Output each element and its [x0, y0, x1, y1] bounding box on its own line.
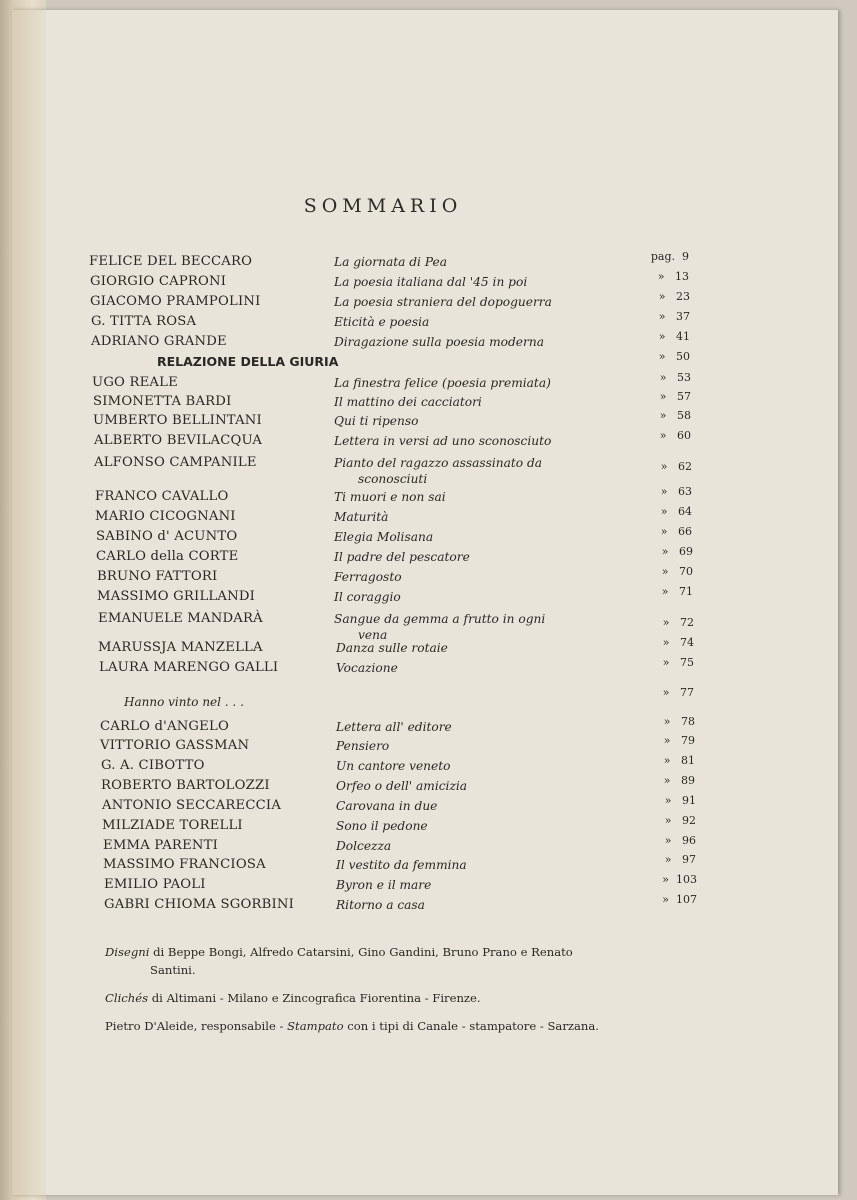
toc-page-number: » 96: [664, 834, 696, 847]
toc-work-title: Carovana in due: [336, 799, 438, 813]
toc-work-title: Pensiero: [336, 739, 390, 753]
toc-author: UGO REALE: [92, 375, 178, 390]
toc-work-title: Sangue da gemma a frutto in ogni: [334, 612, 546, 626]
toc-work-title: Il coraggio: [334, 590, 401, 604]
page-title: SOMMARIO: [303, 195, 463, 217]
credit-printer-label: Stampato: [287, 1019, 344, 1033]
toc-work-title: Qui ti ripenso: [334, 414, 419, 428]
credit-cliches-label: Clichés: [105, 991, 149, 1005]
toc-page-number: » 75: [662, 656, 694, 669]
toc-author: G. A. CIBOTTO: [101, 758, 205, 773]
toc-page-number: » 78: [663, 715, 695, 728]
toc-page-number: » 107: [662, 893, 697, 906]
toc-work-title: Il padre del pescatore: [334, 550, 470, 564]
toc-section-heading: RELAZIONE DELLA GIURIA: [157, 354, 339, 369]
toc-page-number: » 23: [658, 290, 690, 303]
toc-page-number: » 92: [664, 814, 696, 827]
toc-work-title: La poesia straniera del dopoguerra: [334, 295, 552, 309]
toc-author: CARLO d'ANGELO: [100, 719, 229, 734]
toc-work-title: Ti muori e non sai: [334, 490, 446, 504]
toc-page-number: » 79: [663, 734, 695, 747]
toc-page-number: » 71: [661, 585, 693, 598]
toc-page-number: » 89: [663, 774, 695, 787]
toc-author: MASSIMO FRANCIOSA: [103, 857, 266, 872]
toc-author: CARLO della CORTE: [96, 549, 239, 564]
toc-work-title: Vocazione: [336, 661, 398, 675]
toc-author: GIORGIO CAPRONI: [90, 274, 227, 289]
toc-author: MASSIMO GRILLANDI: [97, 589, 256, 604]
toc-page-number: » 103: [662, 873, 697, 886]
credit-drawings-continued: Santini.: [150, 963, 196, 977]
credit-drawings: [105, 945, 573, 959]
toc-page-number: » 72: [662, 616, 694, 629]
toc-page-number: » 50: [658, 350, 690, 363]
toc-author: UMBERTO BELLINTANI: [93, 413, 262, 428]
toc-author: EMILIO PAOLI: [104, 877, 206, 892]
toc-work-title: Sono il pedone: [336, 819, 428, 833]
toc-page-number: pag. 9: [650, 250, 689, 263]
toc-author: BRUNO FATTORI: [97, 569, 218, 584]
toc-author: ANTONIO SECCARECCIA: [102, 798, 282, 813]
toc-author: VITTORIO GASSMAN: [100, 738, 250, 753]
toc-page-number: » 91: [664, 794, 696, 807]
toc-author: FRANCO CAVALLO: [95, 489, 229, 504]
credit-cliches: [105, 991, 481, 1005]
toc-work-title: Lettera in versi ad uno sconosciuto: [334, 434, 552, 448]
toc-page-number: » 81: [663, 754, 695, 767]
credit-drawings-label: Disegni: [105, 945, 150, 959]
toc-page-number: » 13: [657, 270, 689, 283]
toc-page-number: » 53: [659, 371, 691, 384]
toc-page-number: » 37: [658, 310, 690, 323]
toc-page-number: » 74: [662, 636, 694, 649]
toc-work-title: La giornata di Pea: [334, 255, 447, 269]
toc-work-title: La finestra felice (poesia premiata): [334, 376, 551, 390]
toc-author: ALBERTO BEVILACQUA: [94, 433, 263, 448]
toc-page-number: » 77: [662, 686, 694, 699]
toc-work-title: Byron e il mare: [336, 878, 432, 892]
toc-page-number: » 41: [658, 330, 690, 343]
toc-author: SABINO d' ACUNTO: [96, 529, 238, 544]
toc-work-title: Danza sulle rotaie: [336, 641, 448, 655]
toc-work-title: Dolcezza: [336, 839, 392, 853]
toc-page-number: » 97: [664, 853, 696, 866]
toc-author: MILZIADE TORELLI: [102, 818, 243, 833]
toc-author: SIMONETTA BARDI: [93, 394, 232, 409]
toc-work-title: Orfeo o dell' amicizia: [336, 779, 468, 793]
toc-work-title: Ritorno a casa: [336, 898, 425, 912]
toc-author: EMANUELE MANDARÀ: [98, 611, 263, 626]
toc-author: ALFONSO CAMPANILE: [94, 455, 257, 470]
toc-work-title: Il vestito da femmina: [336, 858, 467, 872]
toc-author: MARUSSJA MANZELLA: [98, 640, 263, 655]
toc-work-title: Il mattino dei cacciatori: [334, 395, 482, 409]
toc-author: GIACOMO PRAMPOLINI: [90, 294, 261, 309]
toc-page-number: » 66: [660, 525, 692, 538]
toc-work-title: Diragazione sulla poesia moderna: [334, 335, 544, 349]
toc-work-title: Ferragosto: [334, 570, 402, 584]
toc-work-title: Pianto del ragazzo assassinato da: [334, 456, 543, 470]
toc-page-number: » 64: [660, 505, 692, 518]
toc-page-number: » 70: [661, 565, 693, 578]
toc-page-number: » 63: [660, 485, 692, 498]
toc-section-heading: Hanno vinto nel . . .: [124, 695, 244, 709]
toc-work-title: Maturità: [334, 510, 389, 524]
toc-page-number: » 69: [661, 545, 693, 558]
toc-page-number: » 58: [659, 409, 691, 422]
toc-author: ROBERTO BARTOLOZZI: [101, 778, 270, 793]
toc-page-number: » 62: [660, 460, 692, 473]
toc-page-number: » 57: [659, 390, 691, 403]
toc-author: G. TITTA ROSA: [91, 314, 197, 329]
toc-author: FELICE DEL BECCARO: [89, 254, 253, 269]
toc-work-title: La poesia italiana dal '45 in poi: [334, 275, 528, 289]
credit-cliches-text: di Altimani - Milano e Zincografica Fiorentina - Firenze.: [148, 991, 481, 1005]
credit-printer: [105, 1019, 599, 1033]
toc-author: MARIO CICOGNANI: [95, 509, 236, 524]
toc-author: EMMA PARENTI: [103, 838, 219, 853]
toc-work-title: Lettera all' editore: [336, 720, 452, 734]
credit-drawings-text: di Beppe Bongi, Alfredo Catarsini, Gino Gandini, Bruno Prano e Renato: [149, 945, 573, 959]
toc-work-title: Elegia Molisana: [334, 530, 434, 544]
toc-page-number: » 60: [659, 429, 691, 442]
credit-printer-text: con i tipi di Canale - stampatore - Sarzana.: [343, 1019, 599, 1033]
toc-work-title: Eticità e poesia: [334, 315, 430, 329]
toc-work-title-continued: vena: [358, 628, 388, 642]
toc-work-title-continued: sconosciuti: [358, 472, 428, 486]
toc-author: GABRI CHIOMA SGORBINI: [104, 897, 295, 912]
credit-printer-responsible: Pietro D'Aleide, responsabile -: [105, 1019, 288, 1033]
toc-work-title: Un cantore veneto: [336, 759, 451, 773]
toc-author: LAURA MARENGO GALLI: [99, 660, 279, 675]
toc-author: ADRIANO GRANDE: [91, 334, 227, 349]
